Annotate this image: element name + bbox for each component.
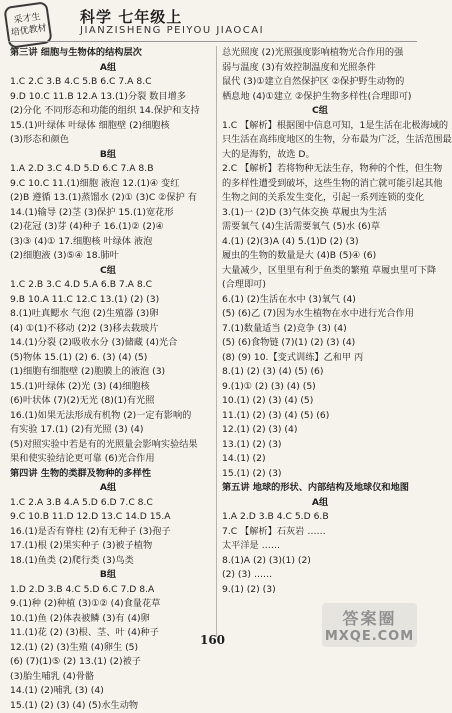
answer-line: 9.(1) (2) (3) [222, 583, 418, 598]
answer-line: 履虫的生物的数量是大 (4)B (5)④ (6) [222, 249, 418, 264]
page-title: 科学 七年级上 [80, 6, 182, 27]
answer-line: 8.(1)A (2) (3)(1) (2) [222, 554, 418, 569]
header-divider [8, 41, 417, 42]
answer-line: 1.A 2.D 3.C 4.D 5.D 6.C 7.A 8.B [10, 162, 206, 177]
answer-line: (5)对照实验中若是有的光照量会影响实验结果 [10, 438, 206, 453]
answer-line: 18.(1)鱼类 (2)爬行类 (3)鸟类 [10, 554, 206, 569]
answer-line: 9.D 10.C 11.B 12.A 13.(1)分裂 数目增多 [10, 90, 206, 105]
answer-line: 1.D 2.D 3.B 4.C 5.D 6.C 7.D 8.A [10, 583, 206, 598]
answer-line: 14.(1) (2) [222, 452, 418, 467]
logo-line-2: 培优教材 [10, 22, 47, 39]
answer-line: 1.A 2.D 3.B 4.C 5.D 6.B [222, 510, 418, 525]
answer-line: 的多样性遭受到破坏，这些生物的消亡就可能引起其他 [222, 177, 418, 192]
answer-line: 15.(1) (2) (3) [222, 467, 418, 482]
group-heading: A组 [10, 481, 206, 496]
right-column [222, 46, 418, 597]
answer-line: 6.(1) (2)生活在水中 (3)氧气 (4) [222, 293, 418, 308]
answer-line: 12.(1) (2) (3) (4) [222, 423, 418, 438]
answer-line: 14.(1)分裂 (2)吸收水分 (3)储藏 (4)光合 [10, 336, 206, 351]
answer-line: 11.(1) (2) (3) (4) (5) (6) [222, 409, 418, 424]
answer-line: (1)细胞有细胞壁 (2)胞膜上的液泡 (3) [10, 365, 206, 380]
page-subtitle: JIANZISHENG PEIYOU JIAOCAI [80, 25, 264, 36]
answer-line: (3)胎生哺乳 (4)骨骼 [10, 670, 206, 685]
answer-line: (5)物体 15.(1) (2) 6. (3) (4) (5) [10, 351, 206, 366]
answer-line: 总光照度 (2)光照强度影响植物光合作用的强 [222, 46, 418, 61]
answer-line: 有实验 17.(1) (2)有光照 (3) (4) [10, 423, 206, 438]
answer-line: (2)分化 不同形态和功能的组织 14.保护和支持 [10, 104, 206, 119]
answer-line: 2.C 【解析】若将物种无法生存，物种的个性，但生物 [222, 162, 418, 177]
answer-line: 3.(1)一 (2)D (3)气体交换 草履虫为生活 [222, 206, 418, 221]
answer-line: (8) (9) 10.【变式训练】乙和甲 丙 [222, 351, 418, 366]
answer-line: 8.(1)吐真鳃水 气泡 (2)生殖器 (3)卵 [10, 307, 206, 322]
answer-line: 14.(1) (2)哺乳 (3) (4) [10, 684, 206, 699]
page-number: 160 [0, 633, 425, 647]
answer-line: 8.(1) (2) (3) (4) (5) (6) [222, 365, 418, 380]
answer-line: 7.(1)数量适当 (2)竞争 (3) (4) [222, 322, 418, 337]
answer-line: 需要氧气 (4)生活需要氧气 (5)水 (6)草 [222, 220, 418, 235]
answer-line: 弱与温度 (3)有效控制温度和光照条件 [222, 61, 418, 76]
answer-line: 鼠代 (3)①建立自然保护区 ②保护野生动物的 [222, 75, 418, 90]
group-heading: B组 [10, 568, 206, 583]
answer-line: 16.(1)如果无法形成有机物 (2)一定有影响的 [10, 409, 206, 424]
answer-line: 9.C 10.B 11.D 12.D 13.C 14.D 15.A [10, 510, 206, 525]
answer-line: 9.(1)① (2) (3) (4) (5) [222, 380, 418, 395]
answer-line: 9.B 10.A 11.C 12.C 13.(1) (2) (3) [10, 293, 206, 308]
answer-line: 10.(1)鱼 (2)体表被鳞 (3)有 (4)卵 [10, 612, 206, 627]
answer-line: (合理即可) [222, 278, 418, 293]
answer-line: (3)形态和颜色 [10, 133, 206, 148]
answer-line: 大的是海豹，故选 D。 [222, 148, 418, 163]
answer-line: 1.C 2.C 3.B 4.C 5.B 6.C 7.A 8.C [10, 75, 206, 90]
answer-line: (6) (7)(1)⑤ (2) 13.(1) (2)被子 [10, 655, 206, 670]
answer-line: 10.(1) (2) (3) (4) (5) [222, 394, 418, 409]
answer-line: 11.(1)花 (2) (3)根、茎、叶 (4)种子 [10, 626, 206, 641]
answer-line: (2)细胞液 (3)⑤④ 18.肺叶 [10, 249, 206, 264]
answer-line: 7.C 【解析】石灰岩 …… [222, 525, 418, 540]
answer-line: (2) (3) …… [222, 568, 418, 583]
answer-line: (5) (6)食物链 (7)(1) (2) (3) (4) [222, 336, 418, 351]
answer-line: 生物之间的关系发生变化，引起一系列连锁的变化 [222, 191, 418, 206]
group-heading: C组 [222, 104, 418, 119]
answer-line: 14.(1)输导 (2)茎 (3)保护 15.(1)宽花形 [10, 206, 206, 221]
group-heading: A组 [222, 496, 418, 511]
answer-line: 栖息地 (4)①建立 ②保护生物多样性(合理即可) [222, 90, 418, 105]
group-heading: B组 [10, 148, 206, 163]
section-title: 第五讲 地球的形状、内部结构及地球仪和地图 [222, 481, 418, 496]
answer-line: (4) ①(1)不移动 (2)2 (3)移去载玻片 [10, 322, 206, 337]
left-column [10, 46, 206, 713]
answer-line: 1.C 2.A 3.B 4.A 5.D 6.D 7.C 8.C [10, 496, 206, 511]
answer-line: 9.(1)种 (2)种植 (3)①② (4)食量花草 [10, 597, 206, 612]
watermark-line-2: MXQE.COM [325, 629, 414, 644]
answer-line: 17.(1)根 (2)果实种子 (3)被子植物 [10, 539, 206, 554]
section-title: 第三讲 细胞与生物体的结构层次 [10, 46, 206, 61]
column-divider [216, 46, 217, 637]
answer-line: 1.C 【解析】根据图中信息可知，1是生活在北极海域的 [222, 119, 418, 134]
answer-line: 只生活在高纬度地区的生物，分布最为广泛，生活范围最 [222, 133, 418, 148]
answer-line: 大量减少，区里里有利于鱼类的繁殖 草履虫里可下降 [222, 264, 418, 279]
answer-line: 15.(1) (2) (3) (4) (5)水生动物 [10, 699, 206, 713]
watermark-line-1: 答案圈 [342, 606, 396, 629]
answer-line: (3)③ (4)① 17.细胞核 叶绿体 液泡 [10, 235, 206, 250]
watermark [322, 603, 417, 647]
answer-line: (2)花冠 (3)芽 (4)种子 16.(1)② (2)④ [10, 220, 206, 235]
section-title: 第四讲 生物的类群及物种的多样性 [10, 467, 206, 482]
answer-line: 果和使实验结论更可靠 (6)光合作用 [10, 452, 206, 467]
answer-line: 9.C 10.C 11.(1)细胞 液泡 12.(1)④ 变红 [10, 177, 206, 192]
group-heading: A组 [10, 61, 206, 76]
answer-line: 1.C 2.B 3.C 4.D 5.A 6.B 7.A 8.C [10, 278, 206, 293]
answer-line: (2)B 遵循 13.(1)蒸馏水 (2)① (3)C ②保护 有 [10, 191, 206, 206]
logo-line-1: 采才生 [13, 11, 41, 27]
answer-line: (5) (6)乙 (7)因为水生植物在水中进行光合作用 [222, 307, 418, 322]
group-heading: C组 [10, 264, 206, 279]
answer-line: 13.(1) (2) (3) [222, 438, 418, 453]
answer-line: 15.(1)叶绿体 (2)光 (3) (4)细胞核 [10, 380, 206, 395]
answer-line: (6)叶状体 (7)(2)无光 (8)(1)有光照 [10, 394, 206, 409]
answer-line: 太平洋是 …… [222, 539, 418, 554]
answer-line: 4.(1) (2)(3)A (4) 5.(1)D (2) (3) [222, 235, 418, 250]
answer-line: 15.(1)叶绿体 叶绿体 细胞壁 (2)细胞核 [10, 119, 206, 134]
answer-line: 12.(1) (2) (3)生殖 (4)卵生 (5) [10, 641, 206, 656]
answer-line: 16.(1)是否有脊柱 (2)有无种子 (3)孢子 [10, 525, 206, 540]
